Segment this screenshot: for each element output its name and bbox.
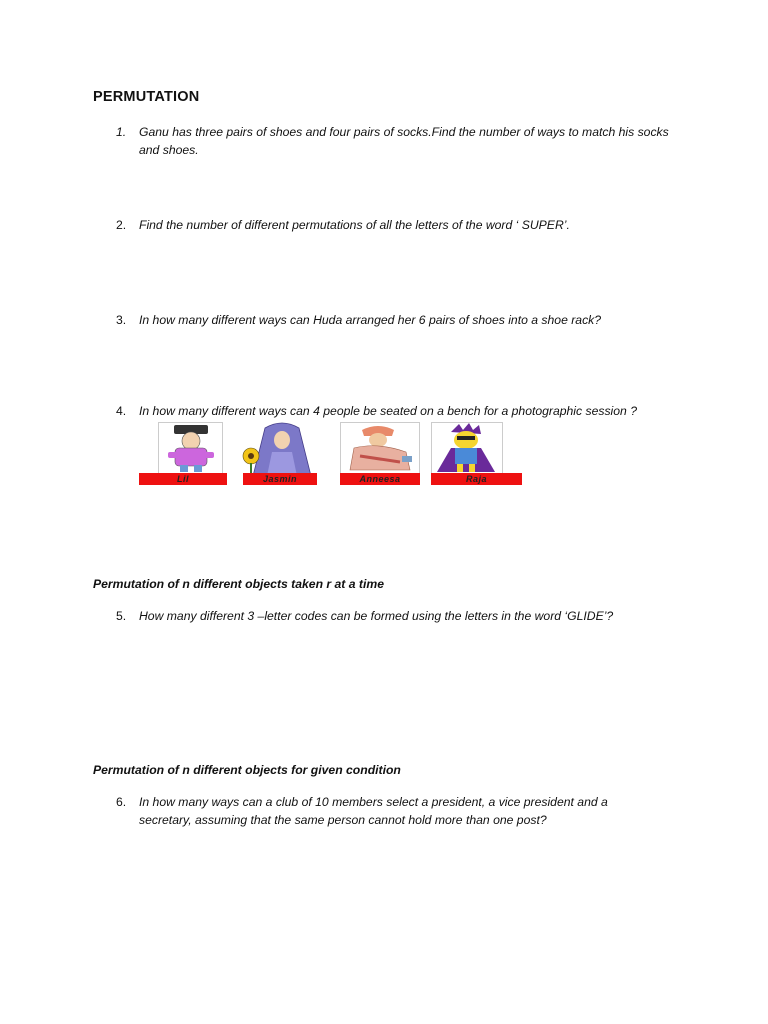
name-label: Jasmin xyxy=(243,473,317,485)
name-label: Lil xyxy=(139,473,227,485)
question-4 xyxy=(116,402,686,420)
section-heading: Permutation of n different objects for given condition xyxy=(93,763,401,777)
section-heading: Permutation of n different objects taken r at a time xyxy=(93,577,384,591)
question-number: 1. xyxy=(116,125,127,139)
question-text: Find the number of different permutations of all the letters of the word ‘ SUPER’. xyxy=(139,218,570,232)
anneesa-image xyxy=(340,422,420,474)
people-illustrations xyxy=(139,422,524,486)
name-label: Raja xyxy=(431,473,522,485)
question-text: Ganu has three pairs of shoes and four pairs of socks.Find the number of ways to match his socks and shoes. xyxy=(139,125,669,157)
question-3 xyxy=(116,311,686,329)
question-number: 2. xyxy=(116,218,127,232)
question-number: 5. xyxy=(116,609,127,623)
question-number: 3. xyxy=(116,313,127,327)
question-text: In how many different ways can Huda arranged her 6 pairs of shoes into a shoe rack? xyxy=(139,313,602,327)
question-number: 4. xyxy=(116,404,127,418)
question-text: In how many ways can a club of 10 members select a president, a vice president and a secretary, assuming that the same person cannot hold more than one post? xyxy=(139,795,608,827)
question-2 xyxy=(116,216,686,234)
name-label: Anneesa xyxy=(340,473,420,485)
question-1 xyxy=(116,123,686,159)
raja-image xyxy=(431,422,503,474)
question-6 xyxy=(116,793,656,829)
question-5 xyxy=(116,607,686,625)
lil-image xyxy=(158,422,223,474)
question-text: In how many different ways can 4 people be seated on a bench for a photographic session ? xyxy=(139,404,637,418)
question-text: How many different 3 –letter codes can be formed using the letters in the word ‘GLIDE’? xyxy=(139,609,614,623)
question-number: 6. xyxy=(116,795,127,809)
page-title: PERMUTATION xyxy=(93,89,200,105)
jasmin-image xyxy=(237,422,327,478)
